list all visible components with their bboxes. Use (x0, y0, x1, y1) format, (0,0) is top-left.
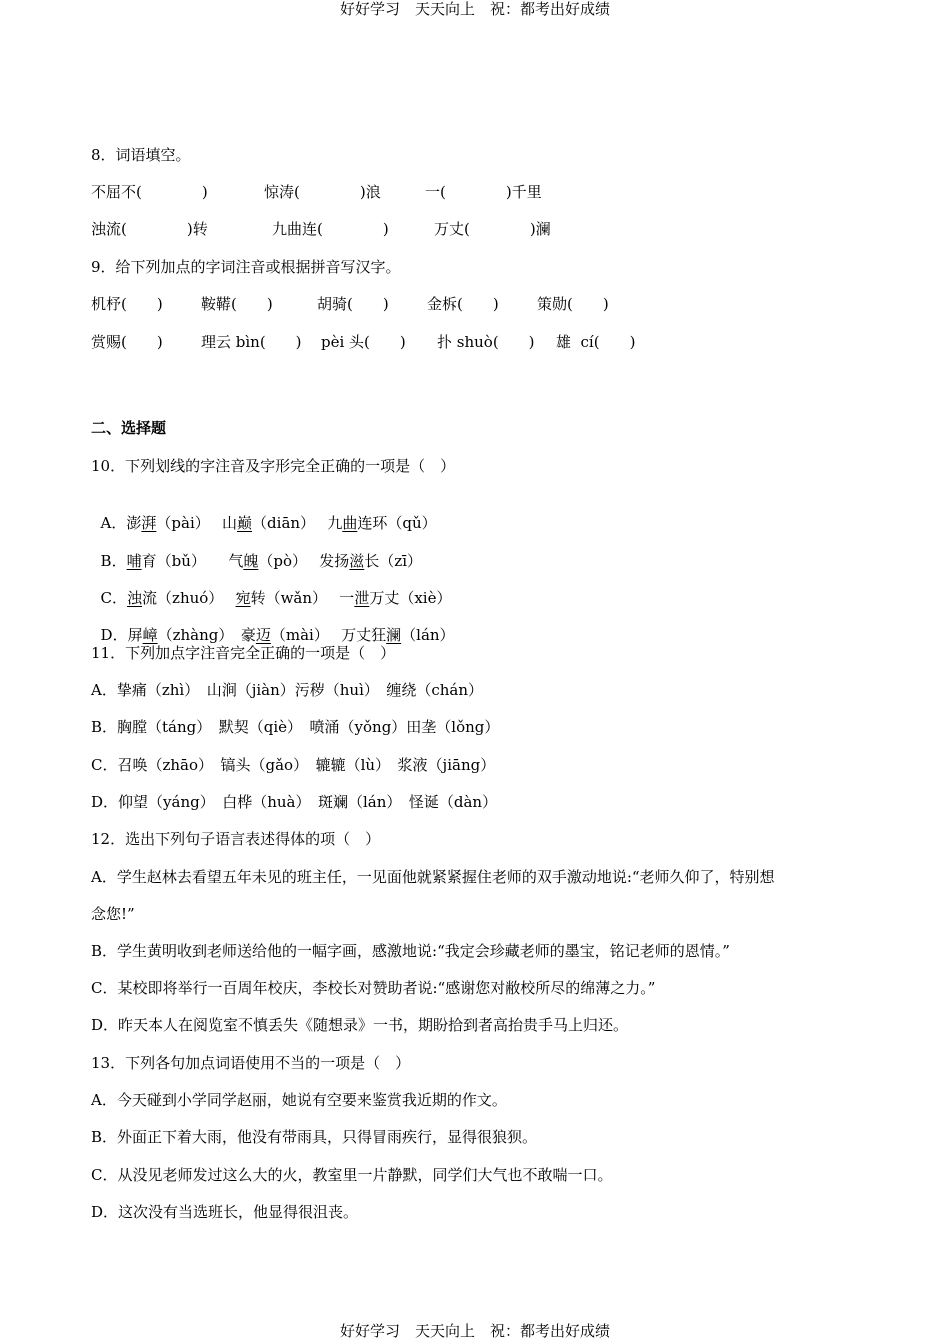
q10-b-underlined: 哺 (126, 552, 142, 570)
q11-title: 11．下列加点字注音完全正确的一项是（ ） (91, 644, 396, 662)
q12-option-c: C．某校即将举行一百周年校庆，李校长对赞助者说:“感谢您对敝校所尽的绵薄之力。” (91, 979, 656, 997)
q10-b-underlined: 魄 (243, 552, 259, 570)
q9-item-8: pèi 头( ) (321, 333, 406, 351)
q9-item-7: 理云 bìn( ) (201, 333, 302, 351)
q10-c-text: 转（wǎn） 一 (250, 589, 355, 607)
q9-item-4: 金柝( ) (427, 295, 499, 313)
q11-option-b: B．胸膛（táng） 默契（qiè） 喷涌（yǒng）田垄（lǒng） (91, 718, 500, 736)
q9-row2 (91, 332, 691, 352)
q12-option-b: B．学生黄明收到老师送给他的一幅字画，感激地说:“我定会珍藏老师的墨宝，铭记老师的恩情。” (91, 942, 730, 960)
q10-d-text: （zhàng） 豪 (157, 626, 256, 644)
q10-b-text: B． (100, 552, 127, 570)
q10-a-text: A．澎 (100, 514, 142, 532)
q8-row1 (91, 182, 691, 202)
q10-d-text: （lán） (401, 626, 455, 644)
q10-d-underlined: 迈 (255, 626, 271, 644)
q10-c-underlined: 泄 (354, 589, 370, 607)
section-heading: 二、选择题 (91, 419, 167, 437)
q8-blank-4: 浊流( )转 (91, 220, 208, 238)
q13-option-d: D．这次没有当选班长，他显得很沮丧。 (91, 1203, 359, 1221)
q10-c-text: C． (100, 589, 128, 607)
q10-b-underlined: 滋 (349, 552, 365, 570)
q10-option-d (91, 605, 455, 645)
q10-b-text: 育（bǔ） 气 (141, 552, 244, 570)
q9-item-3: 胡骑( ) (317, 295, 389, 313)
q12-option-d: D．昨天本人在阅览室不慎丢失《随想录》一书，期盼拾到者高抬贵手马上归还。 (91, 1016, 629, 1034)
q10-option-c (91, 568, 451, 608)
q8-blank-1: 不屈不( ) (91, 183, 208, 201)
q13-title: 13．下列各句加点词语使用不当的一项是（ ） (91, 1054, 411, 1072)
q10-d-text: D．屏 (100, 626, 143, 644)
q9-item-10: 雄 cí( ) (556, 333, 636, 351)
q9-item-9: 扑 shuò( ) (437, 333, 535, 351)
q12-option-a: A．学生赵林去看望五年未见的班主任，一见面他就紧紧握住老师的双手激动地说:“老师久仰了，特别想 (91, 868, 775, 886)
q10-option-b (91, 531, 422, 571)
q10-b-text: 长（zī） (364, 552, 422, 570)
q9-item-5: 策勋( ) (537, 295, 609, 313)
q11-option-c: C．召唤（zhāo） 镐头（gǎo） 辘辘（lù） 浆液（jiāng） (91, 756, 496, 774)
q10-a-underlined: 巅 (237, 514, 253, 532)
q8-blank-3: 一( )千里 (425, 183, 542, 201)
q10-a-underlined: 曲 (342, 514, 358, 532)
page-footer: 好好学习 天天向上 祝：都考出好成绩 (339, 1322, 610, 1340)
q9-item-2: 鞍鞯( ) (201, 295, 273, 313)
q13-option-b: B．外面正下着大雨，他没有带雨具，只得冒雨疾行，显得很狼狈。 (91, 1128, 538, 1146)
q10-c-underlined: 浊 (127, 589, 143, 607)
q10-a-text: （pài） 山 (156, 514, 238, 532)
q10-a-text: 连环（qǔ） (357, 514, 437, 532)
page-header: 好好学习 天天向上 祝：都考出好成绩 (339, 0, 610, 18)
q9-item-1: 机杼( ) (91, 295, 163, 313)
q10-d-text: （mài） 万丈狂 (270, 626, 387, 644)
q8-blank-5: 九曲连( ) (272, 220, 389, 238)
q9-title: 9．给下列加点的字词注音或根据拼音写汉字。 (91, 258, 401, 276)
q10-c-text: 万丈（xiè） (369, 589, 452, 607)
q13-option-a: A．今天碰到小学同学赵丽，她说有空要来鉴赏我近期的作文。 (91, 1091, 507, 1109)
q11-option-a: A．挚痛（zhì） 山涧（jiàn）污秽（huì） 缠绕（chán） (91, 681, 484, 699)
q8-blank-2: 惊涛( )浪 (264, 183, 381, 201)
q10-d-underlined: 澜 (386, 626, 402, 644)
q10-c-underlined: 宛 (235, 589, 251, 607)
q9-item-6: 赏赐( ) (91, 333, 163, 351)
q10-title: 10．下列划线的字注音及字形完全正确的一项是（ ） (91, 457, 456, 475)
q13-option-c: C．从没见老师发过这么大的火，教室里一片静默，同学们大气也不敢喘一口。 (91, 1166, 613, 1184)
q9-row1 (91, 294, 691, 314)
q10-option-a (91, 493, 437, 533)
q8-row2 (91, 219, 691, 239)
q10-b-text: （pò） 发扬 (258, 552, 350, 570)
q10-a-text: （diān） 九 (252, 514, 343, 532)
q8-blank-6: 万丈( )澜 (434, 220, 551, 238)
q10-a-underlined: 湃 (141, 514, 157, 532)
q10-c-text: 流（zhuó） (142, 589, 236, 607)
q12-option-a-cont: 念您!” (91, 905, 135, 923)
q12-title: 12．选出下列句子语言表述得体的项（ ） (91, 830, 381, 848)
q11-option-d: D．仰望（yáng） 白桦（huà） 斑斓（lán） 怪诞（dàn） (91, 793, 498, 811)
q10-d-underlined: 嶂 (142, 626, 158, 644)
q8-title: 8．词语填空。 (91, 146, 191, 164)
